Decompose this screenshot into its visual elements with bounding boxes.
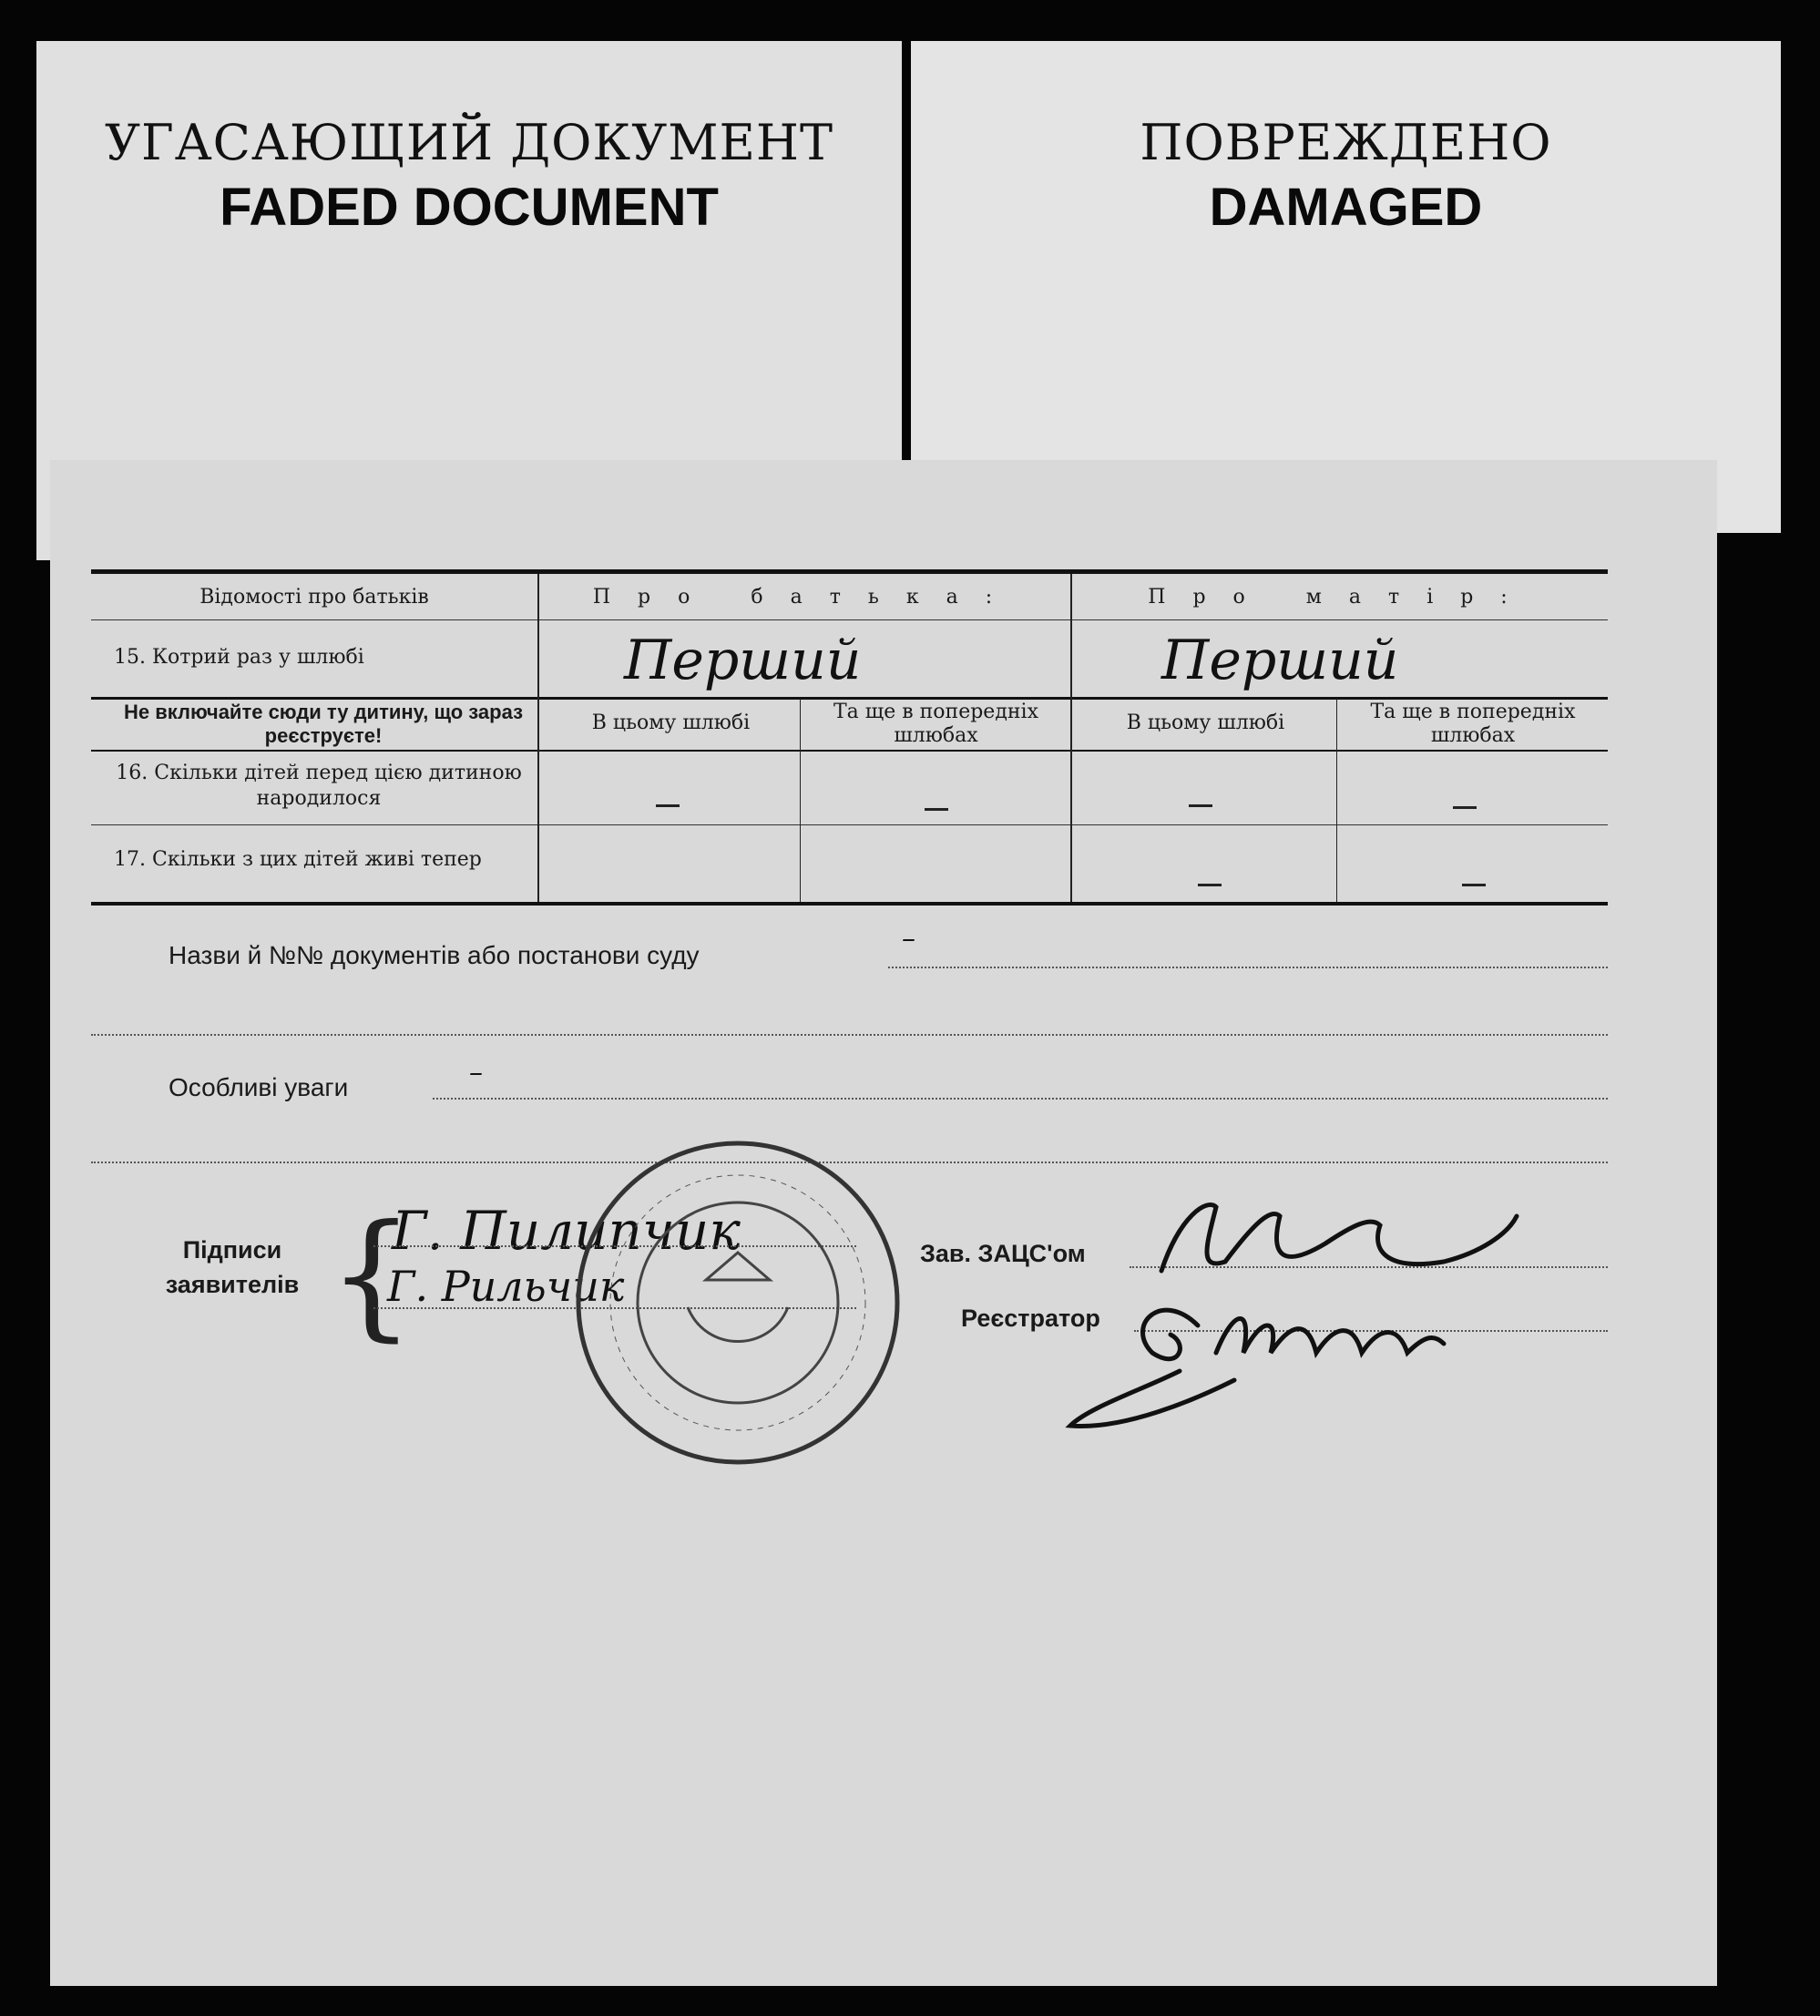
column-divider — [1336, 699, 1337, 902]
subheader-father-previous: Та ще в попередніх шлюбах — [833, 701, 1038, 747]
applicants-label: Підписи заявителів — [165, 1236, 300, 1298]
notes-line — [433, 1098, 1608, 1100]
faded-notice-ru: УГАСАЮЩИЙ ДОКУМЕНТ — [104, 114, 834, 171]
documents-line-2 — [91, 1034, 1608, 1036]
official-stamp — [569, 1134, 906, 1471]
row15-father-value: Перший — [624, 629, 862, 692]
subheader-mother-current: В цьому шлюбі — [1126, 711, 1285, 734]
applicant-1-signature: Г. Пилипчик — [392, 1200, 741, 1262]
notes-value: – — [469, 1057, 483, 1089]
table-line — [91, 697, 1608, 700]
row15-label: 15. Котрий раз у шлюбі — [114, 646, 364, 669]
registrar-signature — [1052, 1271, 1489, 1444]
row17-label: 17. Скільки з цих дітей живі тепер — [114, 848, 482, 871]
subheader-father-current: В цьому шлюбі — [591, 711, 751, 734]
table-line — [91, 750, 1608, 752]
column-divider — [800, 699, 801, 902]
row16-value — [656, 804, 680, 807]
table-bottom-rule — [91, 902, 1608, 906]
row17-value — [1462, 884, 1486, 886]
table-top-rule — [91, 569, 1608, 574]
subheader-mother-previous: Та ще в попередніх шлюбах — [1370, 701, 1576, 747]
applicant-2-signature: Г. Рильчик — [387, 1262, 625, 1311]
row16-value — [925, 808, 948, 811]
registrar-label: Реєстратор — [961, 1305, 1100, 1332]
row16-value — [1189, 804, 1212, 807]
header-parents-info: Відомості про батьків — [199, 586, 429, 609]
head-label: Зав. ЗАЦС'ом — [920, 1240, 1086, 1267]
documents-value: – — [902, 923, 915, 955]
applicants-brace: { — [328, 1196, 415, 1355]
documents-label: Назви й №№ документів або постанови суду — [169, 941, 700, 969]
exclusion-note: Не включайте сюди ту дитину, що зараз реєструєте! — [123, 701, 524, 747]
header-father: Про батька: — [592, 586, 1020, 609]
row16-label: 16. Скільки дітей перед цією дитиною народилося — [116, 762, 522, 810]
damaged-notice — [911, 41, 1781, 533]
damaged-notice-en: DAMAGED — [1209, 178, 1483, 237]
row15-mother-value: Перший — [1161, 629, 1399, 692]
column-divider — [537, 574, 539, 902]
row17-value — [1198, 884, 1222, 886]
registration-form-sheet — [50, 460, 1717, 1986]
column-divider — [1070, 574, 1072, 902]
row16-value — [1453, 806, 1477, 809]
table-line — [91, 824, 1608, 825]
header-mother: Про матір: — [1148, 586, 1535, 609]
documents-line — [888, 967, 1608, 968]
notes-label: Особливі уваги — [169, 1073, 349, 1101]
table-line — [91, 619, 1608, 620]
faded-notice-en: FADED DOCUMENT — [220, 178, 719, 237]
damaged-notice-ru: ПОВРЕЖДЕНО — [1140, 114, 1552, 171]
